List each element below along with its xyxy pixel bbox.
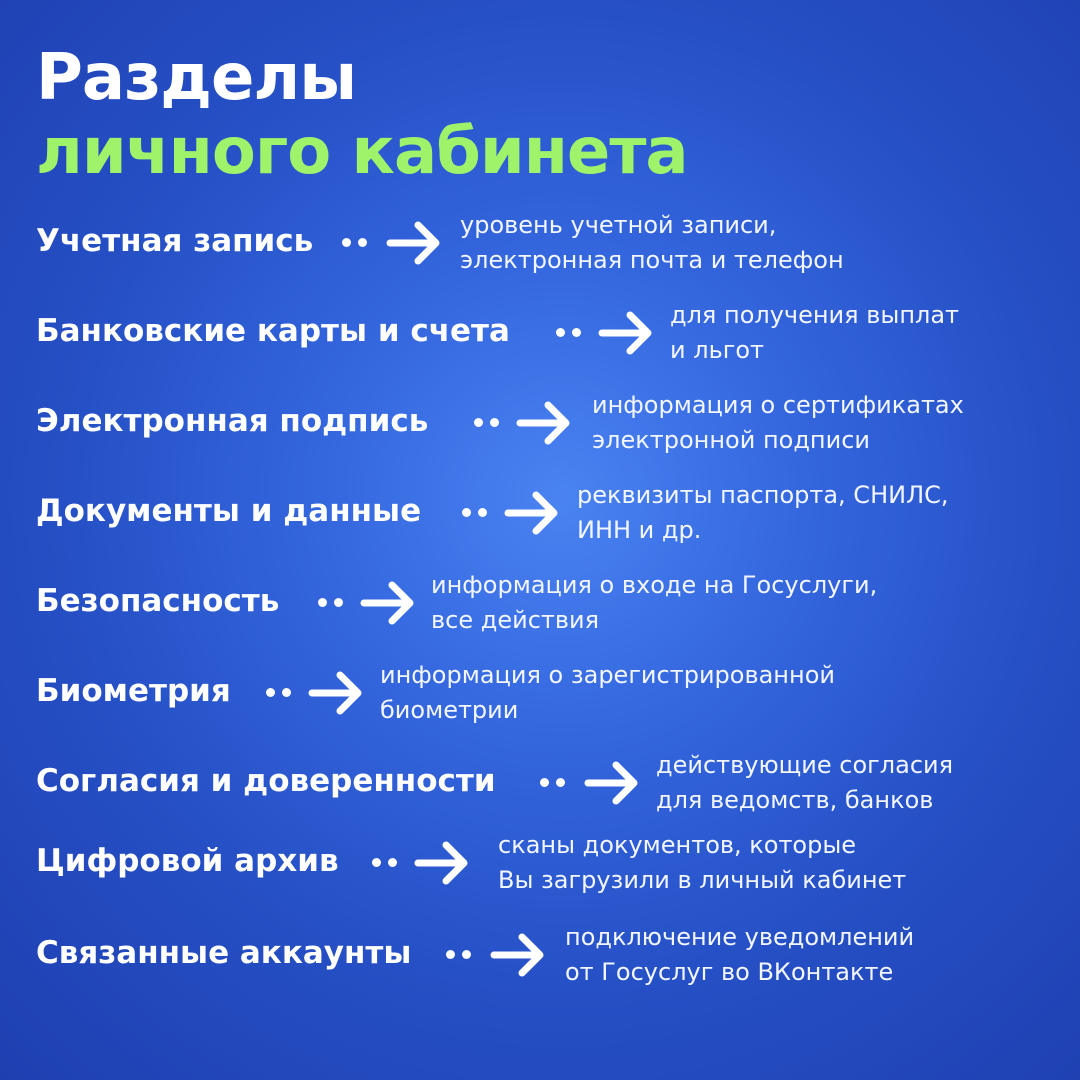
dot-icon [388, 858, 397, 867]
section-row [0, 388, 1080, 468]
section-label: Учетная запись [36, 223, 314, 259]
section-description [592, 388, 964, 458]
section-description [498, 828, 906, 898]
section-description [670, 298, 959, 368]
description-line: электронной подписи [592, 426, 871, 454]
arrow-right-icon [414, 838, 472, 888]
section-label: Банковские карты и счета [36, 313, 510, 349]
dot-icon [478, 508, 487, 517]
dot-icon [446, 950, 455, 959]
description-line: от Госуслуг во ВКонтакте [565, 958, 894, 986]
dots-connector-icon [540, 778, 565, 788]
dot-icon [572, 328, 581, 337]
section-description [565, 920, 914, 990]
description-line: информация о зарегистрированной [380, 661, 835, 689]
arrow-right-icon [386, 218, 444, 268]
arrow-right-icon [504, 488, 562, 538]
description-line: электронная почта и телефон [460, 246, 844, 274]
dots-connector-icon [446, 950, 471, 960]
section-row [0, 298, 1080, 378]
section-description [656, 748, 953, 818]
description-line: все действия [431, 606, 600, 634]
dots-connector-icon [372, 858, 397, 868]
page-title-line-2: личного кабинета [36, 115, 688, 189]
dot-icon [372, 858, 381, 867]
arrow-right-icon [584, 758, 642, 808]
description-line: информация о входе на Госуслуги, [431, 571, 878, 599]
section-description [380, 658, 835, 728]
section-label: Согласия и доверенности [36, 763, 496, 799]
section-label: Документы и данные [36, 493, 422, 529]
description-line: биометрии [380, 696, 519, 724]
dots-connector-icon [266, 688, 291, 698]
section-label: Биометрия [36, 673, 231, 709]
section-description [577, 478, 949, 548]
description-line: для получения выплат [670, 301, 960, 329]
description-line: информация о сертификатах [592, 391, 964, 419]
section-label: Цифровой архив [36, 843, 339, 879]
description-line: уровень учетной записи, [460, 211, 777, 239]
arrow-right-icon [308, 668, 366, 718]
description-line: и льгот [670, 336, 764, 364]
dot-icon [556, 778, 565, 787]
dot-icon [266, 688, 275, 697]
section-row [0, 658, 1080, 738]
description-line: ИНН и др. [577, 516, 702, 544]
dots-connector-icon [556, 328, 581, 338]
section-row [0, 748, 1080, 828]
dot-icon [358, 238, 367, 247]
dot-icon [462, 508, 471, 517]
description-line: действующие согласия [656, 751, 954, 779]
dot-icon [334, 598, 343, 607]
dot-icon [474, 418, 483, 427]
description-line: реквизиты паспорта, СНИЛС, [577, 481, 949, 509]
description-line: Вы загрузили в личный кабинет [498, 866, 907, 894]
dot-icon [318, 598, 327, 607]
dot-icon [556, 328, 565, 337]
section-row [0, 478, 1080, 558]
section-description [431, 568, 877, 638]
section-label: Электронная подпись [36, 403, 429, 439]
description-line: для ведомств, банков [656, 786, 934, 814]
section-description [460, 208, 844, 278]
section-label: Связанные аккаунты [36, 935, 412, 971]
arrow-right-icon [516, 398, 574, 448]
page-title-line-1: Разделы [36, 41, 357, 115]
section-row [0, 208, 1080, 288]
dot-icon [282, 688, 291, 697]
dot-icon [342, 238, 351, 247]
dots-connector-icon [474, 418, 499, 428]
arrow-right-icon [490, 930, 548, 980]
dots-connector-icon [318, 598, 343, 608]
dots-connector-icon [342, 238, 367, 248]
dot-icon [540, 778, 549, 787]
description-line: подключение уведомлений [565, 923, 915, 951]
arrow-right-icon [598, 308, 656, 358]
section-row [0, 828, 1080, 908]
dots-connector-icon [462, 508, 487, 518]
section-label: Безопасность [36, 583, 280, 619]
dot-icon [490, 418, 499, 427]
section-row [0, 920, 1080, 1000]
arrow-right-icon [360, 578, 418, 628]
dot-icon [462, 950, 471, 959]
description-line: сканы документов, которые [498, 831, 857, 859]
section-row [0, 568, 1080, 648]
